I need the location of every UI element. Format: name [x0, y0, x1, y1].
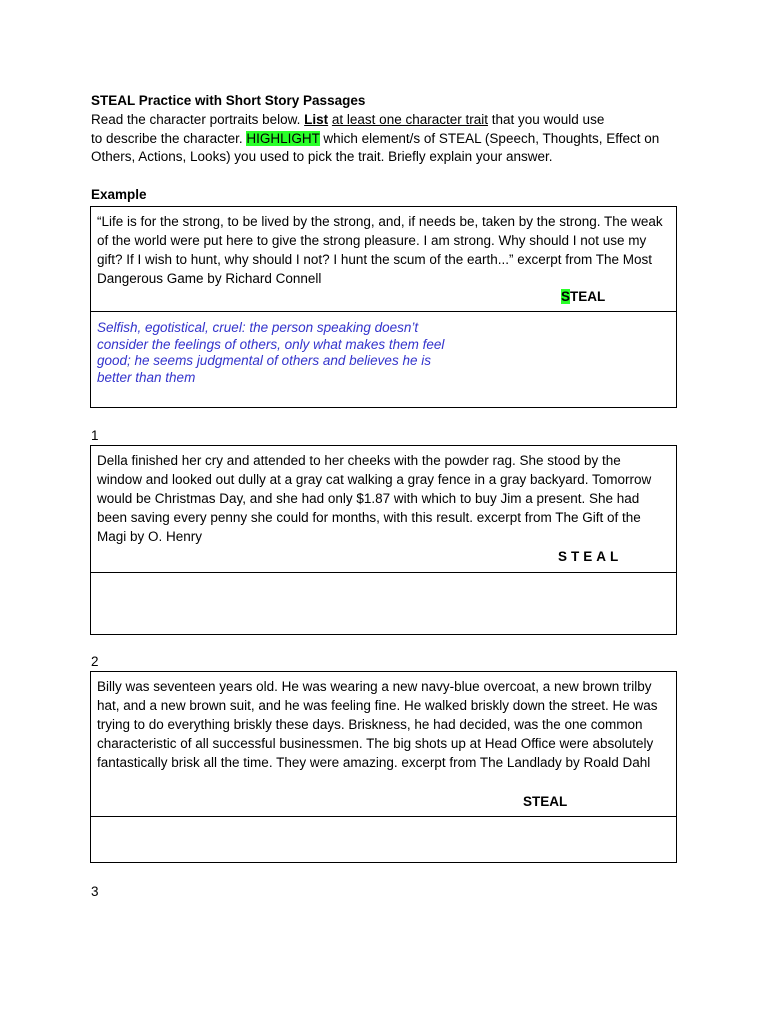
answer-box[interactable] — [91, 573, 676, 633]
instructions-underlined-phrase: at least one character trait — [331, 112, 488, 127]
answer-text: Selfish, egotistical, cruel: the person speaking doesn’t consider the feelings of others, only what makes them feel good; he seems judgmental of others and believes he is better than them — [97, 320, 445, 385]
answer-box[interactable] — [91, 817, 676, 862]
item-number: 3 — [91, 884, 99, 899]
instructions-text: to describe the character. — [91, 130, 247, 146]
instructions-text: which element/s of STEAL (Speech, Thoughts, Effect on Others, Actions, Looks) you used to pick the trait. Briefly explain your answer. — [91, 130, 660, 164]
passage-text: Billy was seventeen years old. He was wearing a new navy-blue overcoat, a new brown trilby hat, and a new brown suit, and he was feeling fine. He walked briskly down the street. He was trying to do everything briskly these days. Briskness, he had decided, was the one common characteristic of all successful businessmen. The big shots up at Head Office were absolutely fantastically brisk all the time. They were amazing. excerpt from The Landlady by Roald Dahl — [97, 679, 658, 770]
passage-text: “Life is for the strong, to be lived by the strong, and, if needs be, taken by the strong. The weak of the world were put here to give the strong pleasure. I am strong. Why should I not use my gift? If I wish to hunt, why should I not? I hunt the scum of the earth...” excerpt from The Most Dangerous Game by Richard Connell — [97, 214, 663, 286]
practice-card-2 — [90, 671, 677, 863]
item-number: 2 — [91, 654, 99, 669]
passage-box — [91, 672, 676, 817]
instructions-text: that you would use — [488, 112, 605, 127]
steal-label — [561, 289, 605, 304]
instructions-text: Read the character portraits below. — [91, 112, 305, 127]
passage-box — [91, 207, 676, 312]
steal-label: STEAL — [558, 549, 623, 564]
example-card — [90, 206, 677, 408]
passage-box — [91, 446, 676, 573]
steal-label: STEAL — [523, 794, 568, 809]
example-label: Example — [91, 187, 147, 202]
practice-card-1 — [90, 445, 677, 635]
item-number: 1 — [91, 428, 99, 443]
instructions — [91, 111, 691, 167]
answer-box — [91, 312, 676, 407]
steal-rest: TEAL — [570, 289, 606, 304]
passage-text: Della finished her cry and attended to her cheeks with the powder rag. She stood by the window and looked out dully at a gray cat walking a gray fence in a gray backyard. Tomorrow would be Christmas Day, and she had only $1.87 with which to buy Jim a present. She had been saving every penny she could for months, with this result. excerpt from The Gift of the Magi by O. Henry — [97, 453, 652, 544]
steal-highlighted-letter: S — [561, 289, 571, 304]
page-title: STEAL Practice with Short Story Passages — [91, 93, 366, 108]
instructions-list-word: List — [304, 112, 329, 127]
instructions-highlight-word: HIGHLIGHT — [246, 130, 320, 146]
